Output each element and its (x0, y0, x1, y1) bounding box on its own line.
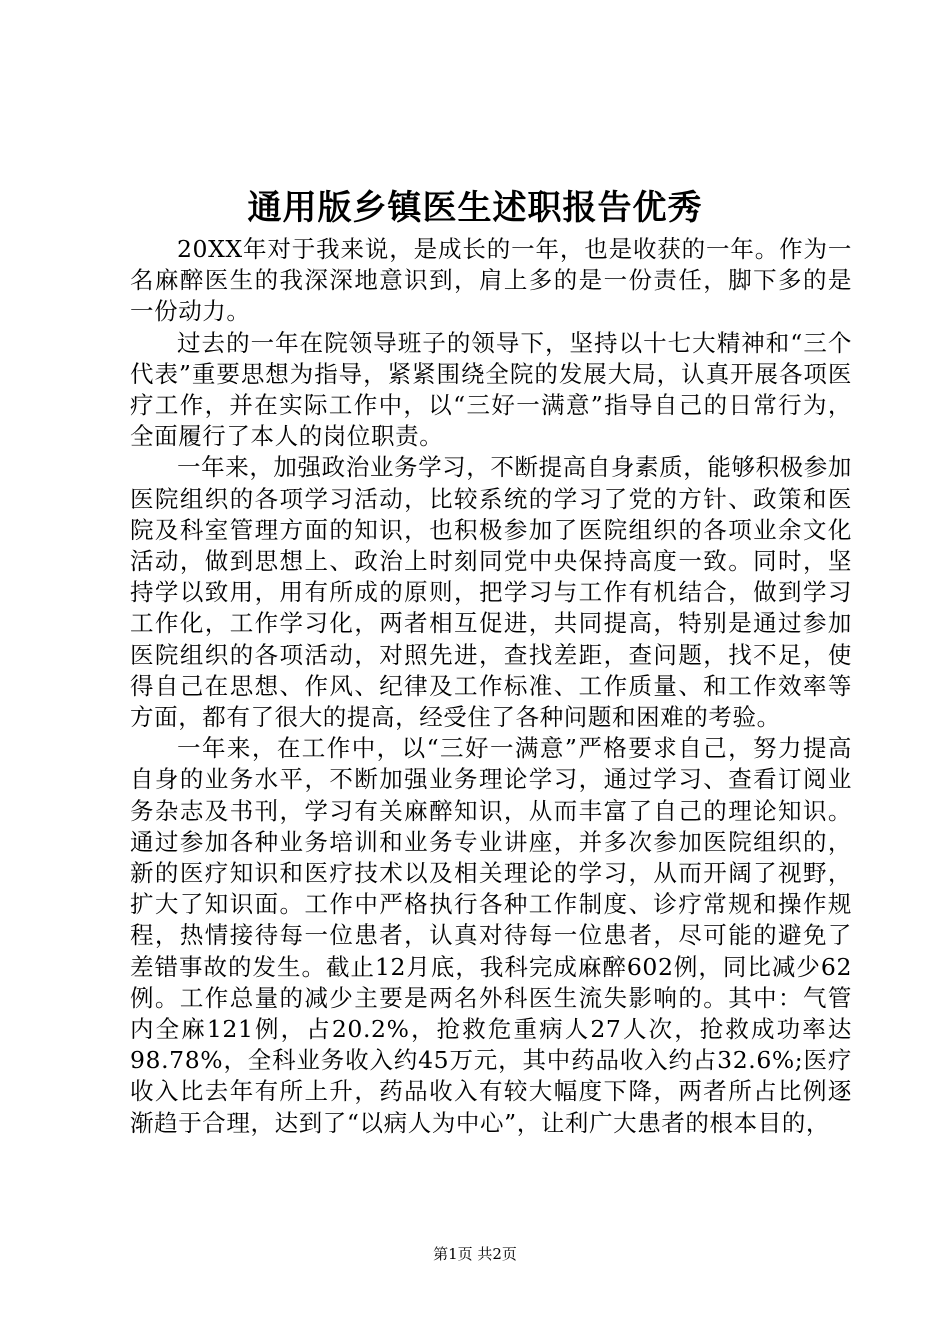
paragraph-study: 一年来，加强政治业务学习，不断提高自身素质，能够积极参加医院组织的各项学习活动，比较系统的学习了党的方针、政策和医院及科室管理方面的知识，也积极参加了医院组织的各项业余文化活动，做到思想上、政治上时刻同党中央保持高度一致。同时，坚持学以致用，用有所成的原则，把学习与工作有机结合，做到学习工作化，工作学习化，两者相互促进，共同提高，特别是通过参加医院组织的各项活动，对照先进，查找差距，查问题，找不足，使得自己在思想、作风、纪律及工作标准、工作质量、和工作效率等方面，都有了很大的提高，经受住了各种问题和困难的考验。 (130, 453, 852, 732)
paragraph-leadership: 过去的一年在院领导班子的领导下，坚持以十七大精神和“三个代表”重要思想为指导，紧紧围绕全院的发展大局，认真开展各项医疗工作，并在实际工作中，以“三好一满意”指导自己的日常行为，全面履行了本人的岗位职责。 (130, 328, 852, 451)
document-title: 通用版乡镇医生述职报告优秀 (247, 188, 703, 228)
page-footer: 第1页 共2页 (433, 1245, 517, 1263)
paragraph-work: 一年来，在工作中，以“三好一满意”严格要求自己，努力提高自身的业务水平，不断加强业务理论学习，通过学习、查看订阅业务杂志及书刊，学习有关麻醉知识，从而丰富了自己的理论知识。通过参加各种业务培训和业务专业讲座，并多次参加医院组织的，新的医疗知识和医疗技术以及相关理论的学习，从而开阔了视野，扩大了知识面。工作中严格执行各种工作制度、诊疗常规和操作规程，热情接待每一位患者，认真对待每一位患者，尽可能的避免了差错事故的发生。截止12月底，我科完成麻醉602例，同比减少62例。工作总量的减少主要是两名外科医生流失影响的。其中：气管内全麻121例，占20.2%，抢救危重病人27人次，抢救成功率达98.78%，全科业务收入约45万元，其中药品收入约占32.6%;医疗收入比去年有所上升，药品收入有较大幅度下降，两者所占比例逐渐趋于合理，达到了“以病人为中心”，让利广大患者的根本目的， (130, 734, 852, 1137)
paragraph-intro: 20XX年对于我来说，是成长的一年，也是收获的一年。作为一名麻醉医生的我深深地意识到，肩上多的是一份责任，脚下多的是一份动力。 (130, 235, 852, 326)
document-body (130, 234, 852, 1139)
